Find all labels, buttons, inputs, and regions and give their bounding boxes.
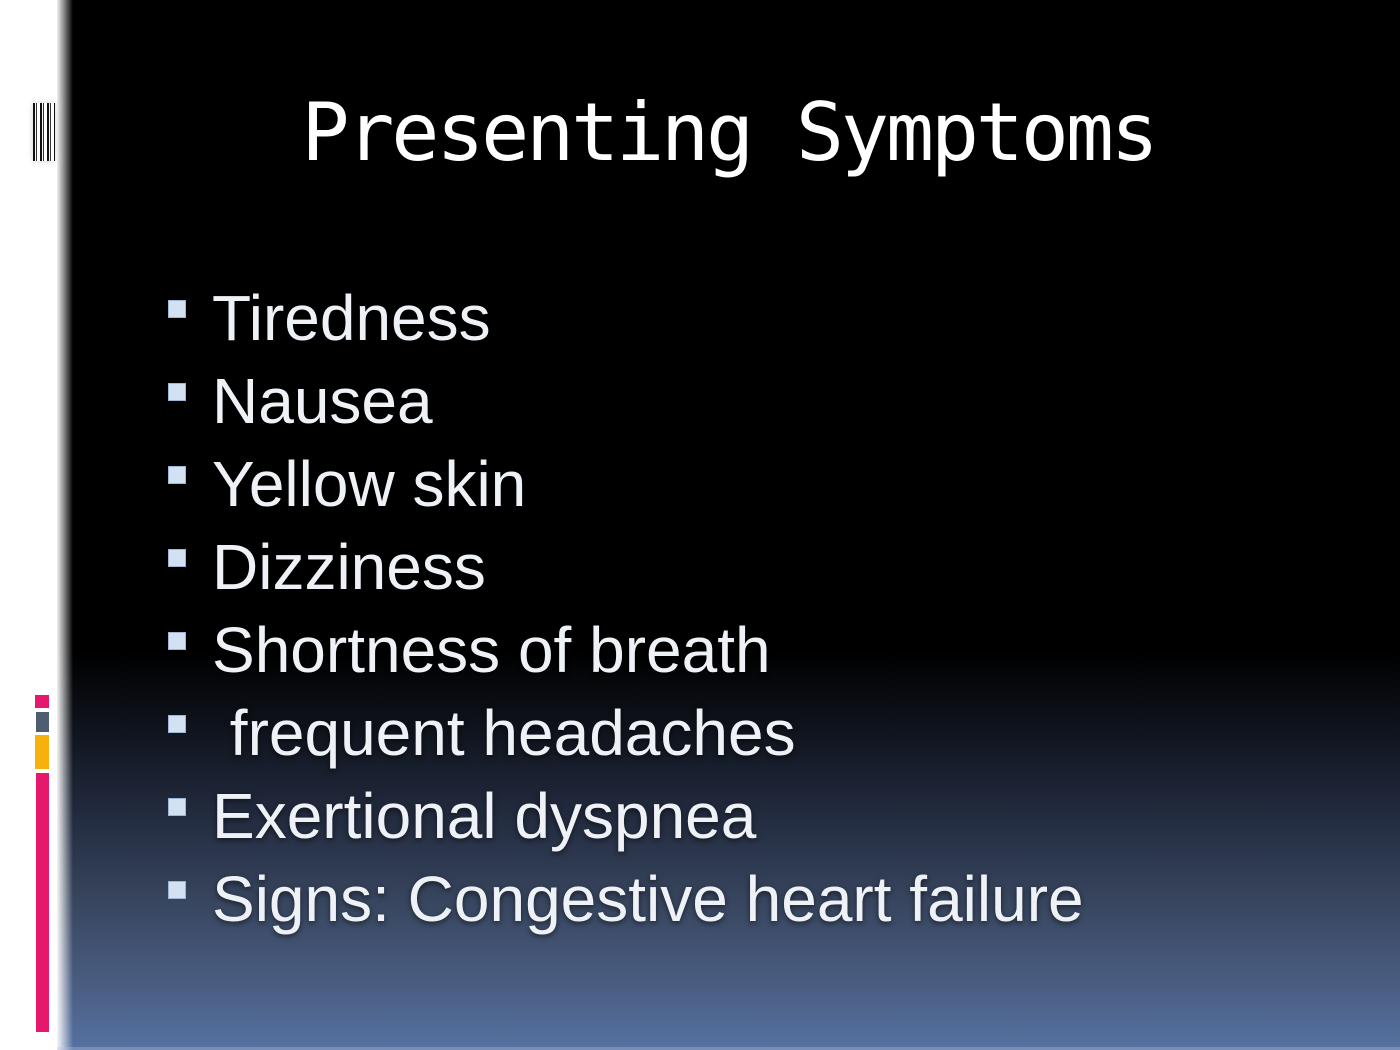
symptom-bullet-list (168, 276, 1084, 940)
bullet-square-icon (168, 715, 186, 733)
app-left-margin (0, 0, 57, 1050)
list-item (168, 691, 1084, 774)
bullet-text: Dizziness (212, 530, 486, 603)
list-item (168, 857, 1084, 940)
list-item (168, 525, 1084, 608)
list-item (168, 442, 1084, 525)
list-item (168, 608, 1084, 691)
bullet-text: frequent headaches (212, 696, 796, 769)
bullet-square-icon (168, 549, 186, 567)
accent-pink-bar (36, 773, 49, 1032)
bullet-text: Tiredness (212, 281, 491, 354)
slide-canvas (57, 0, 1400, 1050)
bullet-text: Exertional dyspnea (212, 779, 757, 852)
list-item (168, 359, 1084, 442)
bullet-square-icon (168, 300, 186, 318)
slide-title: Presenting Symptoms (301, 86, 1156, 179)
barcode-icon (33, 103, 55, 161)
accent-yellow-bar (35, 735, 49, 769)
bullet-square-icon (168, 632, 186, 650)
bullet-text: Shortness of breath (212, 613, 771, 686)
bullet-square-icon (168, 383, 186, 401)
accent-slate-bar (36, 712, 49, 732)
bullet-text: Signs: Congestive heart failure (212, 862, 1084, 935)
bullet-square-icon (168, 466, 186, 484)
list-item (168, 774, 1084, 857)
bullet-square-icon (168, 881, 186, 899)
bullet-text: Yellow skin (212, 447, 527, 520)
bullet-text: Nausea (212, 364, 433, 437)
list-item (168, 276, 1084, 359)
accent-pink-square (35, 695, 49, 708)
bullet-square-icon (168, 798, 186, 816)
